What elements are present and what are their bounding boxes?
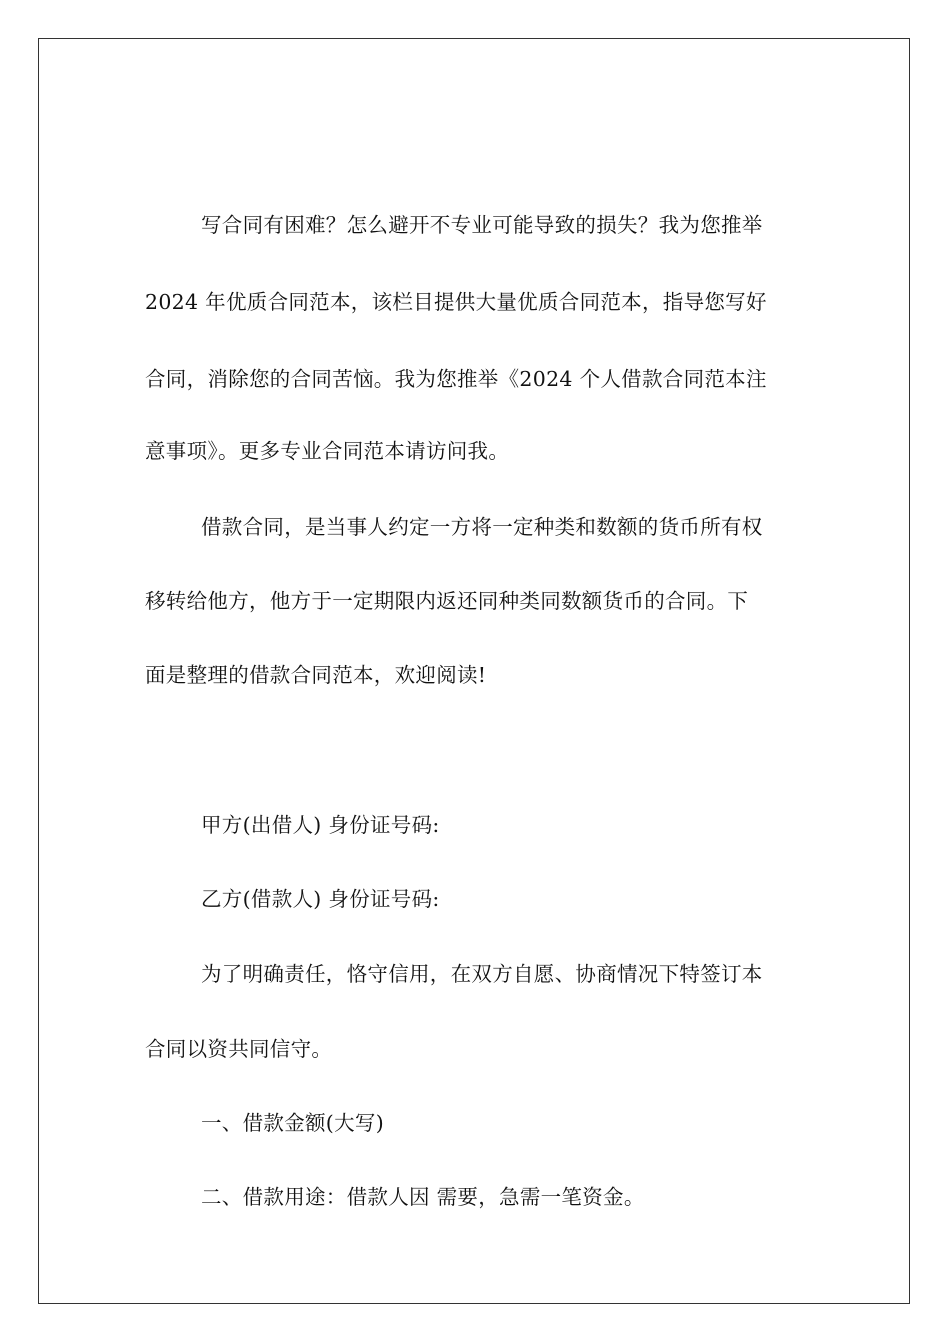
intro-line-3: 合同，消除您的合同苦恼。我为您推举《2024 个人借款合同范本注 xyxy=(145,367,767,391)
preamble-line-2: 合同以资共同信守。 xyxy=(145,1037,333,1061)
intro-line-4: 意事项》。更多专业合同范本请访问我。 xyxy=(145,439,510,463)
definition-line-3: 面是整理的借款合同范本，欢迎阅读! xyxy=(145,663,487,687)
intro-line-1: 写合同有困难？怎么避开不专业可能导致的损失？我为您推举 xyxy=(201,213,763,237)
definition-line-1: 借款合同，是当事人约定一方将一定种类和数额的货币所有权 xyxy=(201,515,763,539)
party-a-line: 甲方(出借人) 身份证号码: xyxy=(201,813,440,837)
party-b-line: 乙方(借款人) 身份证号码: xyxy=(201,887,440,911)
definition-line-2: 移转给他方，他方于一定期限内返还同种类同数额货币的合同。下 xyxy=(145,589,749,613)
clause-1-amount: 一、借款金额(大写) xyxy=(201,1111,384,1135)
preamble-line-1: 为了明确责任，恪守信用，在双方自愿、协商情况下特签订本 xyxy=(201,962,763,986)
intro-line-2: 2024 年优质合同范本，该栏目提供大量优质合同范本，指导您写好 xyxy=(145,290,767,314)
clause-2-purpose: 二、借款用途：借款人因 需要，急需一笔资金。 xyxy=(201,1185,645,1209)
